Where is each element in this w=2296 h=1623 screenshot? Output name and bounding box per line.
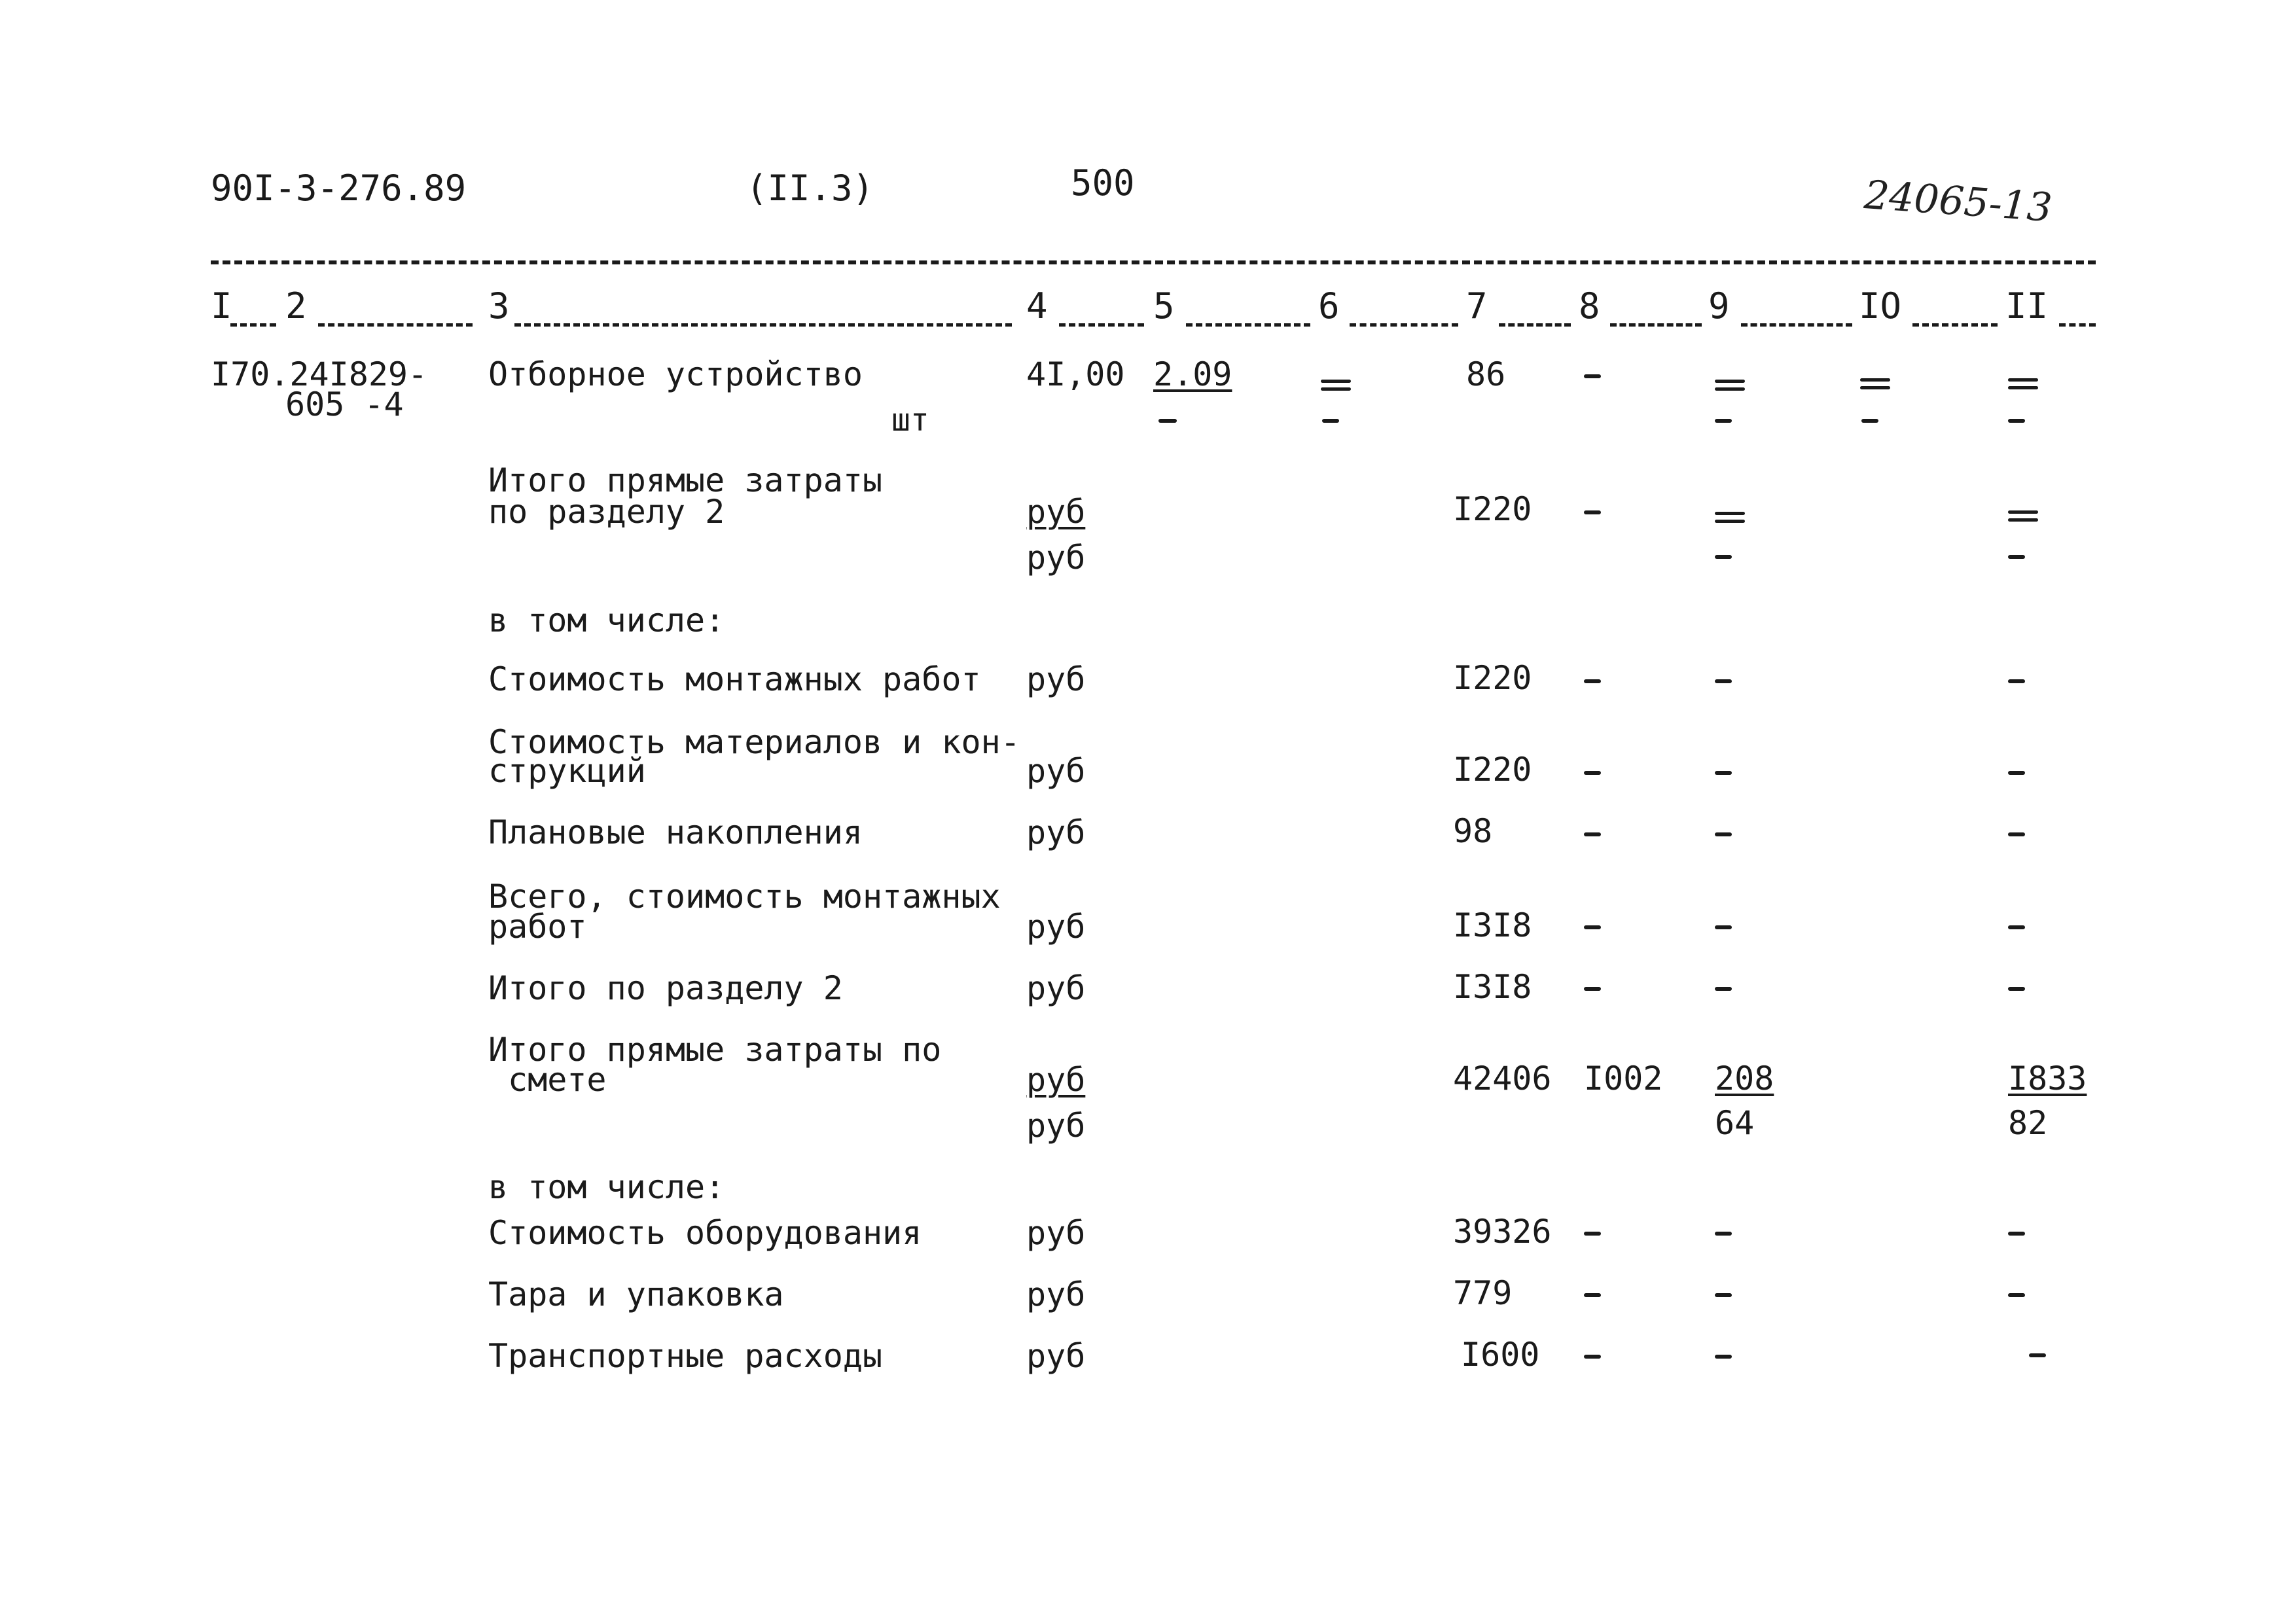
empty-dash xyxy=(2008,987,2025,991)
transport-col7: I600 xyxy=(1461,1336,1540,1374)
column-header-underline xyxy=(2059,323,2096,327)
total-install-col7: I3I8 xyxy=(1453,906,1532,944)
document-code: 90I-3-276.89 xyxy=(211,168,467,209)
empty-dash-double xyxy=(1715,380,1745,393)
empty-dash xyxy=(1584,510,1601,514)
materials-label-line2: струкций xyxy=(488,752,646,790)
column-header-underline xyxy=(318,323,473,327)
column-header-underline xyxy=(1350,323,1458,327)
column-header-underline xyxy=(1610,323,1702,327)
direct-costs-sec2-line2: по разделу 2 xyxy=(488,493,725,531)
empty-dash xyxy=(1861,419,1878,423)
planned-savings-col7: 98 xyxy=(1453,812,1493,850)
empty-dash xyxy=(1715,1232,1732,1236)
empty-dash xyxy=(2008,555,2025,559)
column-header-9: 9 xyxy=(1708,285,1730,327)
direct-estimate-col11-top: I833 xyxy=(2008,1060,2087,1097)
column-header-7: 7 xyxy=(1466,285,1488,327)
materials-unit: руб xyxy=(1026,752,1086,790)
column-header-10: IO xyxy=(1859,285,1902,327)
item-col5: 2.09 xyxy=(1153,355,1232,393)
column-header-underline xyxy=(230,323,276,327)
empty-dash-double xyxy=(1860,378,1890,391)
empty-dash-double xyxy=(1715,512,1745,525)
empty-dash xyxy=(1715,419,1732,423)
empty-dash xyxy=(2008,771,2025,775)
empty-dash xyxy=(1715,832,1732,836)
install-cost-col7: I220 xyxy=(1453,659,1532,697)
item-name: Отборное устройство xyxy=(488,355,863,393)
empty-dash xyxy=(1584,832,1601,836)
direct-estimate-unit2: руб xyxy=(1026,1107,1086,1145)
column-header-5: 5 xyxy=(1153,285,1175,327)
materials-col7: I220 xyxy=(1453,751,1532,789)
empty-dash xyxy=(1584,1355,1601,1359)
empty-dash xyxy=(1584,925,1601,929)
empty-dash xyxy=(1584,771,1601,775)
total-sec2-col7: I3I8 xyxy=(1453,968,1532,1006)
direct-costs-sec2-unit2: руб xyxy=(1026,539,1086,577)
empty-dash xyxy=(1715,555,1732,559)
empty-dash xyxy=(1584,1293,1601,1297)
page-number: 500 xyxy=(1071,162,1135,204)
header-divider xyxy=(211,260,2096,264)
empty-dash xyxy=(2008,832,2025,836)
including-label-1: в том числе: xyxy=(488,601,725,639)
column-header-underline xyxy=(1741,323,1852,327)
column-header-underline xyxy=(1186,323,1310,327)
including-label-2: в том числе: xyxy=(488,1168,725,1206)
item-code-line2: 605 -4 xyxy=(285,385,404,423)
empty-dash xyxy=(2008,679,2025,683)
column-header-underline xyxy=(1499,323,1571,327)
section-reference: (II.3) xyxy=(746,168,874,209)
column-header-8: 8 xyxy=(1579,285,1600,327)
direct-estimate-label-line1: Итого прямые затраты по xyxy=(488,1031,942,1069)
empty-dash xyxy=(2008,925,2025,929)
empty-dash-double xyxy=(1321,380,1351,393)
equipment-cost-label: Стоимость оборудования xyxy=(488,1214,922,1252)
empty-dash xyxy=(1584,1232,1601,1236)
column-header-underline xyxy=(1059,323,1144,327)
direct-costs-sec2-unit1: руб xyxy=(1026,493,1086,531)
packing-col7: 779 xyxy=(1453,1274,1513,1312)
column-header-6: 6 xyxy=(1318,285,1340,327)
empty-dash xyxy=(1715,771,1732,775)
planned-savings-unit: руб xyxy=(1026,813,1086,851)
item-col7: 86 xyxy=(1466,355,1506,393)
packing-label: Тара и упаковка xyxy=(488,1275,784,1313)
empty-dash xyxy=(1584,679,1601,683)
empty-dash xyxy=(1715,1293,1732,1297)
empty-dash xyxy=(1715,679,1732,683)
direct-estimate-col9-top: 208 xyxy=(1715,1060,1774,1097)
column-header-underline xyxy=(514,323,1012,327)
transport-unit: руб xyxy=(1026,1337,1086,1375)
empty-dash xyxy=(1715,925,1732,929)
planned-savings-label: Плановые накопления xyxy=(488,813,863,851)
empty-dash-double xyxy=(2008,510,2038,524)
empty-dash xyxy=(1584,987,1601,991)
direct-costs-sec2-line1: Итого прямые затраты xyxy=(488,461,883,499)
direct-estimate-col7: 42406 xyxy=(1453,1060,1552,1097)
empty-dash xyxy=(1158,419,1177,423)
column-header-2: 2 xyxy=(285,285,307,327)
packing-unit: руб xyxy=(1026,1275,1086,1313)
empty-dash xyxy=(2008,419,2025,423)
item-code-line1: I70.24I829- xyxy=(211,355,428,393)
item-col4: 4I,00 xyxy=(1026,355,1125,393)
empty-dash xyxy=(1322,419,1339,423)
total-install-unit: руб xyxy=(1026,908,1086,946)
empty-dash xyxy=(2008,1232,2025,1236)
empty-dash xyxy=(1584,374,1601,378)
empty-dash xyxy=(1715,987,1732,991)
direct-estimate-col9-bottom: 64 xyxy=(1715,1104,1755,1142)
handwritten-reference: 24065-13 xyxy=(1862,172,2054,231)
total-install-label-line1: Всего, стоимость монтажных xyxy=(488,878,1001,916)
direct-costs-sec2-col7: I220 xyxy=(1453,490,1532,528)
install-cost-unit: руб xyxy=(1026,660,1086,698)
materials-label-line1: Стоимость материалов и кон- xyxy=(488,723,1020,761)
column-header-3: 3 xyxy=(488,285,510,327)
column-header-1: I xyxy=(211,285,232,327)
column-header-11: II xyxy=(2005,285,2049,327)
install-cost-label: Стоимость монтажных работ xyxy=(488,660,981,698)
empty-dash xyxy=(2008,1293,2025,1297)
total-sec2-unit: руб xyxy=(1026,969,1086,1007)
equipment-cost-unit: руб xyxy=(1026,1214,1086,1252)
empty-dash-double xyxy=(2008,378,2038,391)
equipment-cost-col7: 39326 xyxy=(1453,1213,1552,1251)
direct-estimate-label-line2: смете xyxy=(508,1061,607,1099)
direct-estimate-unit1: руб xyxy=(1026,1061,1086,1099)
column-header-underline xyxy=(1912,323,1998,327)
transport-label: Транспортные расходы xyxy=(488,1337,883,1375)
total-install-label-line2: работ xyxy=(488,908,587,946)
item-unit: шт xyxy=(891,402,929,438)
column-header-4: 4 xyxy=(1026,285,1048,327)
direct-estimate-col8: I002 xyxy=(1584,1060,1663,1097)
direct-estimate-col11-bottom: 82 xyxy=(2008,1104,2048,1142)
empty-dash xyxy=(1715,1355,1732,1359)
empty-dash xyxy=(2029,1353,2046,1357)
total-sec2-label: Итого по разделу 2 xyxy=(488,969,843,1007)
